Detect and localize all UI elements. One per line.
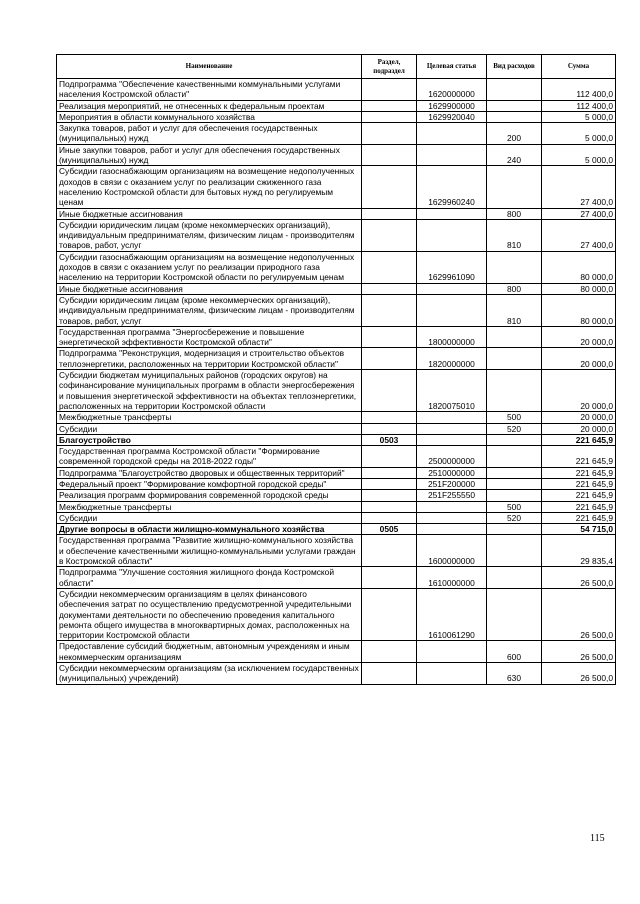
table-row	[57, 501, 616, 512]
cell-type: 520	[487, 423, 542, 434]
cell-code: 1629900000	[417, 100, 487, 111]
cell-name: Иные закупки товаров, работ и услуг для обеспечения государственных (муниципальных) нужд	[57, 144, 362, 166]
cell-type: 600	[487, 641, 542, 663]
cell-sum: 26 500,0	[542, 567, 616, 589]
table-row	[57, 588, 616, 640]
cell-sum: 221 645,9	[542, 512, 616, 523]
cell-type	[487, 79, 542, 101]
cell-code: 1620000000	[417, 79, 487, 101]
table-row	[57, 370, 616, 412]
cell-code: 1820075010	[417, 370, 487, 412]
cell-section	[362, 490, 417, 501]
cell-sum: 221 645,9	[542, 490, 616, 501]
cell-code: 1610000000	[417, 567, 487, 589]
table-row	[57, 467, 616, 478]
cell-name: Подпрограмма "Реконструкция, модернизация и строительство объектов теплоэнергетики, расположенных на территории Костромской области"	[57, 348, 362, 370]
cell-sum: 26 500,0	[542, 663, 616, 685]
table-row	[57, 567, 616, 589]
cell-sum: 20 000,0	[542, 423, 616, 434]
cell-sum: 221 645,9	[542, 478, 616, 489]
table-row	[57, 412, 616, 423]
table-row	[57, 79, 616, 101]
cell-sum: 221 645,9	[542, 467, 616, 478]
cell-name: Государственная программа "Развитие жилищно-коммунального хозяйства и обеспечение качественными жилищно-коммунальными услугами граждан в Костромской области"	[57, 535, 362, 567]
cell-name: Субсидии газоснабжающим организациям на возмещение недополученных доходов в связи с оказанием услуг по реализации сжиженного газа населению Костромской области для бытовых нужд по регулируемым ценам	[57, 166, 362, 208]
cell-section	[362, 370, 417, 412]
table-row	[57, 641, 616, 663]
cell-name: Субсидии бюджетам муниципальных районов (городских округов) на софинансирование муниципальных программ в области энергосбережения и повышения энергетической эффективности на объектах теплоэнергетики, расположенных на территории Костромской области	[57, 370, 362, 412]
cell-type: 810	[487, 294, 542, 326]
cell-code: 1600000000	[417, 535, 487, 567]
cell-section	[362, 467, 417, 478]
cell-code	[417, 219, 487, 251]
cell-type	[487, 111, 542, 122]
table-row	[57, 251, 616, 283]
cell-sum: 112 400,0	[542, 79, 616, 101]
cell-code: 1629961090	[417, 251, 487, 283]
table-row	[57, 219, 616, 251]
cell-name: Межбюджетные трансферты	[57, 501, 362, 512]
cell-name: Субсидии некоммерческим организациям в целях финансового обеспечения затрат по осуществлению предусмотренной учредительными документами деятельности по обеспечению проведения капитального ремонта общего имущества в многоквартирных домах, расположенных на территории Костромской области	[57, 588, 362, 640]
cell-section	[362, 251, 417, 283]
cell-section	[362, 208, 417, 219]
cell-type	[487, 100, 542, 111]
cell-code: 1820000000	[417, 348, 487, 370]
table-row	[57, 144, 616, 166]
cell-type	[487, 490, 542, 501]
cell-type	[487, 524, 542, 535]
table-row	[57, 100, 616, 111]
cell-type: 800	[487, 283, 542, 294]
cell-name: Субсидии	[57, 423, 362, 434]
cell-name: Предоставление субсидий бюджетным, автономным учреждениям и иным некоммерческим организациям	[57, 641, 362, 663]
cell-code	[417, 412, 487, 423]
cell-name: Реализация мероприятий, не отнесенных к федеральным проектам	[57, 100, 362, 111]
cell-section	[362, 641, 417, 663]
cell-name: Мероприятия в области коммунального хозяйства	[57, 111, 362, 122]
cell-sum: 20 000,0	[542, 348, 616, 370]
table-row	[57, 111, 616, 122]
cell-code	[417, 283, 487, 294]
cell-section	[362, 446, 417, 468]
cell-sum: 27 400,0	[542, 208, 616, 219]
table-row	[57, 208, 616, 219]
cell-name: Субсидии юридическим лицам (кроме некоммерческих организаций), индивидуальным предпринимателям, физическим лицам - производителям товаров, работ, услуг	[57, 294, 362, 326]
cell-name: Подпрограмма "Улучшение состояния жилищного фонда Костромской области"	[57, 567, 362, 589]
cell-section	[362, 326, 417, 348]
cell-sum: 5 000,0	[542, 111, 616, 122]
cell-type: 810	[487, 219, 542, 251]
header-name: Наименование	[57, 55, 362, 79]
cell-section	[362, 567, 417, 589]
budget-page	[56, 54, 615, 685]
table-row	[57, 478, 616, 489]
table-row	[57, 490, 616, 501]
cell-type: 800	[487, 208, 542, 219]
table-row	[57, 348, 616, 370]
cell-code	[417, 434, 487, 445]
cell-sum: 20 000,0	[542, 370, 616, 412]
table-row	[57, 123, 616, 145]
cell-name: Федеральный проект "Формирование комфортной городской среды"	[57, 478, 362, 489]
budget-table	[56, 54, 616, 685]
cell-sum: 80 000,0	[542, 283, 616, 294]
table-header-row	[57, 55, 616, 79]
page-number: 115	[590, 833, 605, 844]
cell-section	[362, 294, 417, 326]
cell-sum: 221 645,9	[542, 501, 616, 512]
table-body	[57, 79, 616, 685]
cell-name: Иные бюджетные ассигнования	[57, 208, 362, 219]
cell-sum: 26 500,0	[542, 641, 616, 663]
table-row	[57, 524, 616, 535]
cell-section: 0505	[362, 524, 417, 535]
cell-sum: 80 000,0	[542, 294, 616, 326]
cell-section	[362, 501, 417, 512]
cell-type	[487, 434, 542, 445]
cell-code	[417, 123, 487, 145]
cell-sum: 54 715,0	[542, 524, 616, 535]
table-row	[57, 663, 616, 685]
cell-code: 1629960240	[417, 166, 487, 208]
cell-type	[487, 478, 542, 489]
cell-type	[487, 166, 542, 208]
cell-code	[417, 423, 487, 434]
table-row	[57, 283, 616, 294]
cell-type	[487, 326, 542, 348]
cell-name: Государственная программа Костромской области "Формирование современной городской среды на 2018-2022 годы"	[57, 446, 362, 468]
cell-name: Межбюджетные трансферты	[57, 412, 362, 423]
header-sum: Сумма	[542, 55, 616, 79]
cell-section	[362, 166, 417, 208]
cell-code: 251F200000	[417, 478, 487, 489]
cell-type	[487, 467, 542, 478]
cell-type	[487, 251, 542, 283]
cell-code	[417, 208, 487, 219]
cell-type: 240	[487, 144, 542, 166]
cell-code	[417, 501, 487, 512]
cell-type: 520	[487, 512, 542, 523]
cell-name: Субсидии газоснабжающим организациям на возмещение недополученных доходов в связи с оказанием услуг по реализации природного газа населению на территории Костромской области по регулируемым ценам	[57, 251, 362, 283]
cell-name: Иные бюджетные ассигнования	[57, 283, 362, 294]
cell-type	[487, 348, 542, 370]
cell-sum: 20 000,0	[542, 326, 616, 348]
cell-section: 0503	[362, 434, 417, 445]
cell-name: Другие вопросы в области жилищно-коммунального хозяйства	[57, 524, 362, 535]
cell-section	[362, 478, 417, 489]
cell-name: Подпрограмма "Благоустройство дворовых и общественных территорий"	[57, 467, 362, 478]
header-type: Вид расходов	[487, 55, 542, 79]
cell-name: Закупка товаров, работ и услуг для обеспечения государственных (муниципальных) нужд	[57, 123, 362, 145]
table-row	[57, 446, 616, 468]
cell-section	[362, 111, 417, 122]
cell-type	[487, 446, 542, 468]
cell-name: Субсидии	[57, 512, 362, 523]
cell-name: Благоустройство	[57, 434, 362, 445]
cell-section	[362, 423, 417, 434]
cell-name: Реализация программ формирования современной городской среды	[57, 490, 362, 501]
cell-section	[362, 219, 417, 251]
cell-type: 630	[487, 663, 542, 685]
cell-section	[362, 663, 417, 685]
cell-code: 1629920040	[417, 111, 487, 122]
cell-section	[362, 535, 417, 567]
cell-code	[417, 663, 487, 685]
cell-code: 2510000000	[417, 467, 487, 478]
table-row	[57, 535, 616, 567]
cell-sum: 26 500,0	[542, 588, 616, 640]
cell-sum: 112 400,0	[542, 100, 616, 111]
cell-code: 2500000000	[417, 446, 487, 468]
header-section: Раздел, подраздел	[362, 55, 417, 79]
cell-code	[417, 294, 487, 326]
cell-section	[362, 412, 417, 423]
cell-sum: 27 400,0	[542, 166, 616, 208]
table-row	[57, 326, 616, 348]
cell-sum: 5 000,0	[542, 144, 616, 166]
cell-name: Субсидии юридическим лицам (кроме некоммерческих организаций), индивидуальным предпринимателям, физическим лицам - производителям товаров, работ, услуг	[57, 219, 362, 251]
cell-sum: 20 000,0	[542, 412, 616, 423]
cell-section	[362, 283, 417, 294]
cell-section	[362, 512, 417, 523]
cell-name: Подпрограмма "Обеспечение качественными коммунальными услугами населения Костромской области"	[57, 79, 362, 101]
cell-section	[362, 144, 417, 166]
cell-sum: 27 400,0	[542, 219, 616, 251]
cell-type: 200	[487, 123, 542, 145]
header-target: Целевая статья	[417, 55, 487, 79]
cell-type	[487, 567, 542, 589]
cell-section	[362, 79, 417, 101]
cell-sum: 5 000,0	[542, 123, 616, 145]
cell-type	[487, 588, 542, 640]
cell-code: 1800000000	[417, 326, 487, 348]
cell-section	[362, 588, 417, 640]
cell-name: Государственная программа "Энергосбережение и повышение энергетической эффективности Костромской области"	[57, 326, 362, 348]
cell-sum: 29 835,4	[542, 535, 616, 567]
cell-code	[417, 144, 487, 166]
cell-code: 1610061290	[417, 588, 487, 640]
cell-type: 500	[487, 412, 542, 423]
table-row	[57, 512, 616, 523]
table-row	[57, 294, 616, 326]
cell-type: 500	[487, 501, 542, 512]
cell-sum: 221 645,9	[542, 434, 616, 445]
table-row	[57, 423, 616, 434]
cell-code	[417, 641, 487, 663]
cell-code	[417, 524, 487, 535]
cell-sum: 221 645,9	[542, 446, 616, 468]
cell-code	[417, 512, 487, 523]
cell-sum: 80 000,0	[542, 251, 616, 283]
cell-section	[362, 100, 417, 111]
table-row	[57, 166, 616, 208]
cell-section	[362, 348, 417, 370]
cell-type	[487, 535, 542, 567]
cell-name: Субсидии некоммерческим организациям (за исключением государственных (муниципальных) учреждений)	[57, 663, 362, 685]
cell-section	[362, 123, 417, 145]
cell-code: 251F255550	[417, 490, 487, 501]
cell-type	[487, 370, 542, 412]
table-row	[57, 434, 616, 445]
